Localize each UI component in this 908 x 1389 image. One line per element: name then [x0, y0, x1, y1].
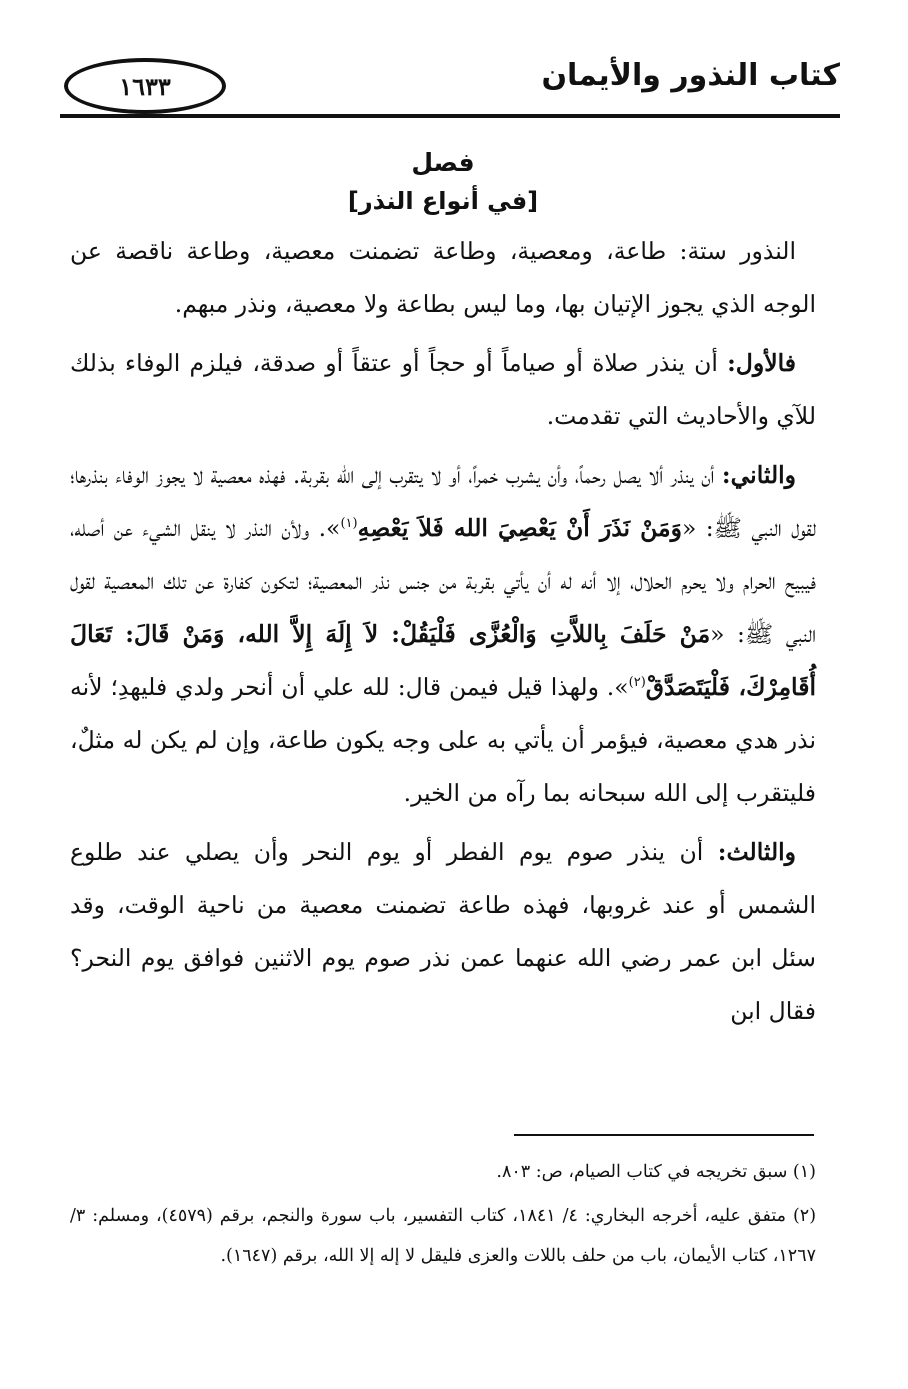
- paragraph-1: [70, 225, 816, 331]
- footnote-2: (٢) متفق عليه، أخرجه البخاري: ٤/ ١٨٤١، كتاب التفسير، باب سورة والنجم، برقم (٤٥٧٩)، ومسلم: ٣/ ١٢٦٧، كتاب الأيمان، باب من حلف باللات والعزى فليقل لا إله إلا الله، برقم (١٦٤٧).: [70, 1206, 817, 1266]
- page-number-badge: [64, 58, 226, 114]
- section-title: فصل: [411, 148, 475, 177]
- hadith-quote: مَنْ حَلَفَ بِاللاَّتِ وَالْعُزَّى فَلْيَقُلْ: لاَ إِلَهَ إِلاَّ الله، وَمَنْ قَالَ: تَعَالَ أُقَامِرْكَ، فَلْيَتَصَدَّقْ: [70, 620, 816, 701]
- paragraph-text: أن ينذر صوم يوم الفطر أو يوم النحر وأن يصلي عند طلوع الشمس أو عند غروبها، فهذه طاعة تضمنت معصية من ناحية الوقت، وقد سئل ابن عمر رضي الله عنهما عمن نذر صوم يوم الاثنين فوافق يوم النحر؟ فقال ابن: [70, 838, 816, 1025]
- paragraph-text: أن ينذر ألا يصل رحماً، وأن يشرب خمراً، أو لا يتقرب إلى الله بقربة. فهذه معصية لا يجوز الوفاء بنذرها؛ لقول النبي ﷺ: «: [70, 461, 816, 542]
- footnote-ref[interactable]: (١): [340, 516, 358, 532]
- paragraph-text: النذور ستة: طاعة، ومعصية، وطاعة تضمنت معصية، وطاعة ناقصة عن الوجه الذي يجوز الإتيان بها، وما ليس بطاعة ولا معصية، ونذر مبهم.: [70, 237, 816, 318]
- paragraph-4: [70, 826, 816, 1038]
- paragraph-text: ». ولأن النذر لا ينقل الشيء عن أصله، فيبيح الحرام ولا يحرم الحلال، إلا أنه له أن يأتي بقربة من جنس نذر المعصية؛ لتكون كفارة عن تلك المعصية لقول النبي ﷺ: «: [70, 514, 816, 648]
- page-number: ١٦٣٣: [119, 71, 171, 101]
- header-divider: [60, 114, 840, 118]
- hadith-quote: وَمَنْ نَذَرَ أَنْ يَعْصِيَ الله فَلاَ يَعْصِهِ: [357, 514, 682, 542]
- paragraph-lead: والثالث:: [717, 838, 796, 866]
- page-header: [60, 52, 840, 118]
- footnote-ref[interactable]: (٢): [628, 675, 646, 691]
- paragraph-2: [70, 337, 816, 443]
- paragraph-text: ». ولهذا قيل فيمن قال: لله علي أن أنحر ولدي فليهدِ؛ لأنه نذر هدي معصية، فيؤمر أن يأتي به على وجه يكون طاعة، وإن لم يكن له مثلٌ، فليتقرب إلى الله سبحانه بما رآه من الخير.: [70, 673, 816, 807]
- paragraph-lead: والثاني:: [721, 461, 796, 489]
- section-subtitle: [في أنواع النذر]: [347, 187, 539, 215]
- paragraph-text: أن ينذر صلاة أو صياماً أو حجاً أو عتقاً أو صدقة، فيلزم الوفاء بذلك للآي والأحاديث التي تقدمت.: [70, 349, 816, 430]
- book-title: كتاب النذور والأيمان: [541, 58, 840, 93]
- paragraph-lead: فالأول:: [727, 349, 796, 377]
- footnote-1: (١) سبق تخريجه في كتاب الصيام، ص: ٨٠٣.: [496, 1162, 816, 1182]
- footnote-divider: [514, 1134, 814, 1136]
- main-text: [70, 140, 816, 1044]
- footnotes: [70, 1152, 816, 1280]
- paragraph-3: [70, 449, 816, 820]
